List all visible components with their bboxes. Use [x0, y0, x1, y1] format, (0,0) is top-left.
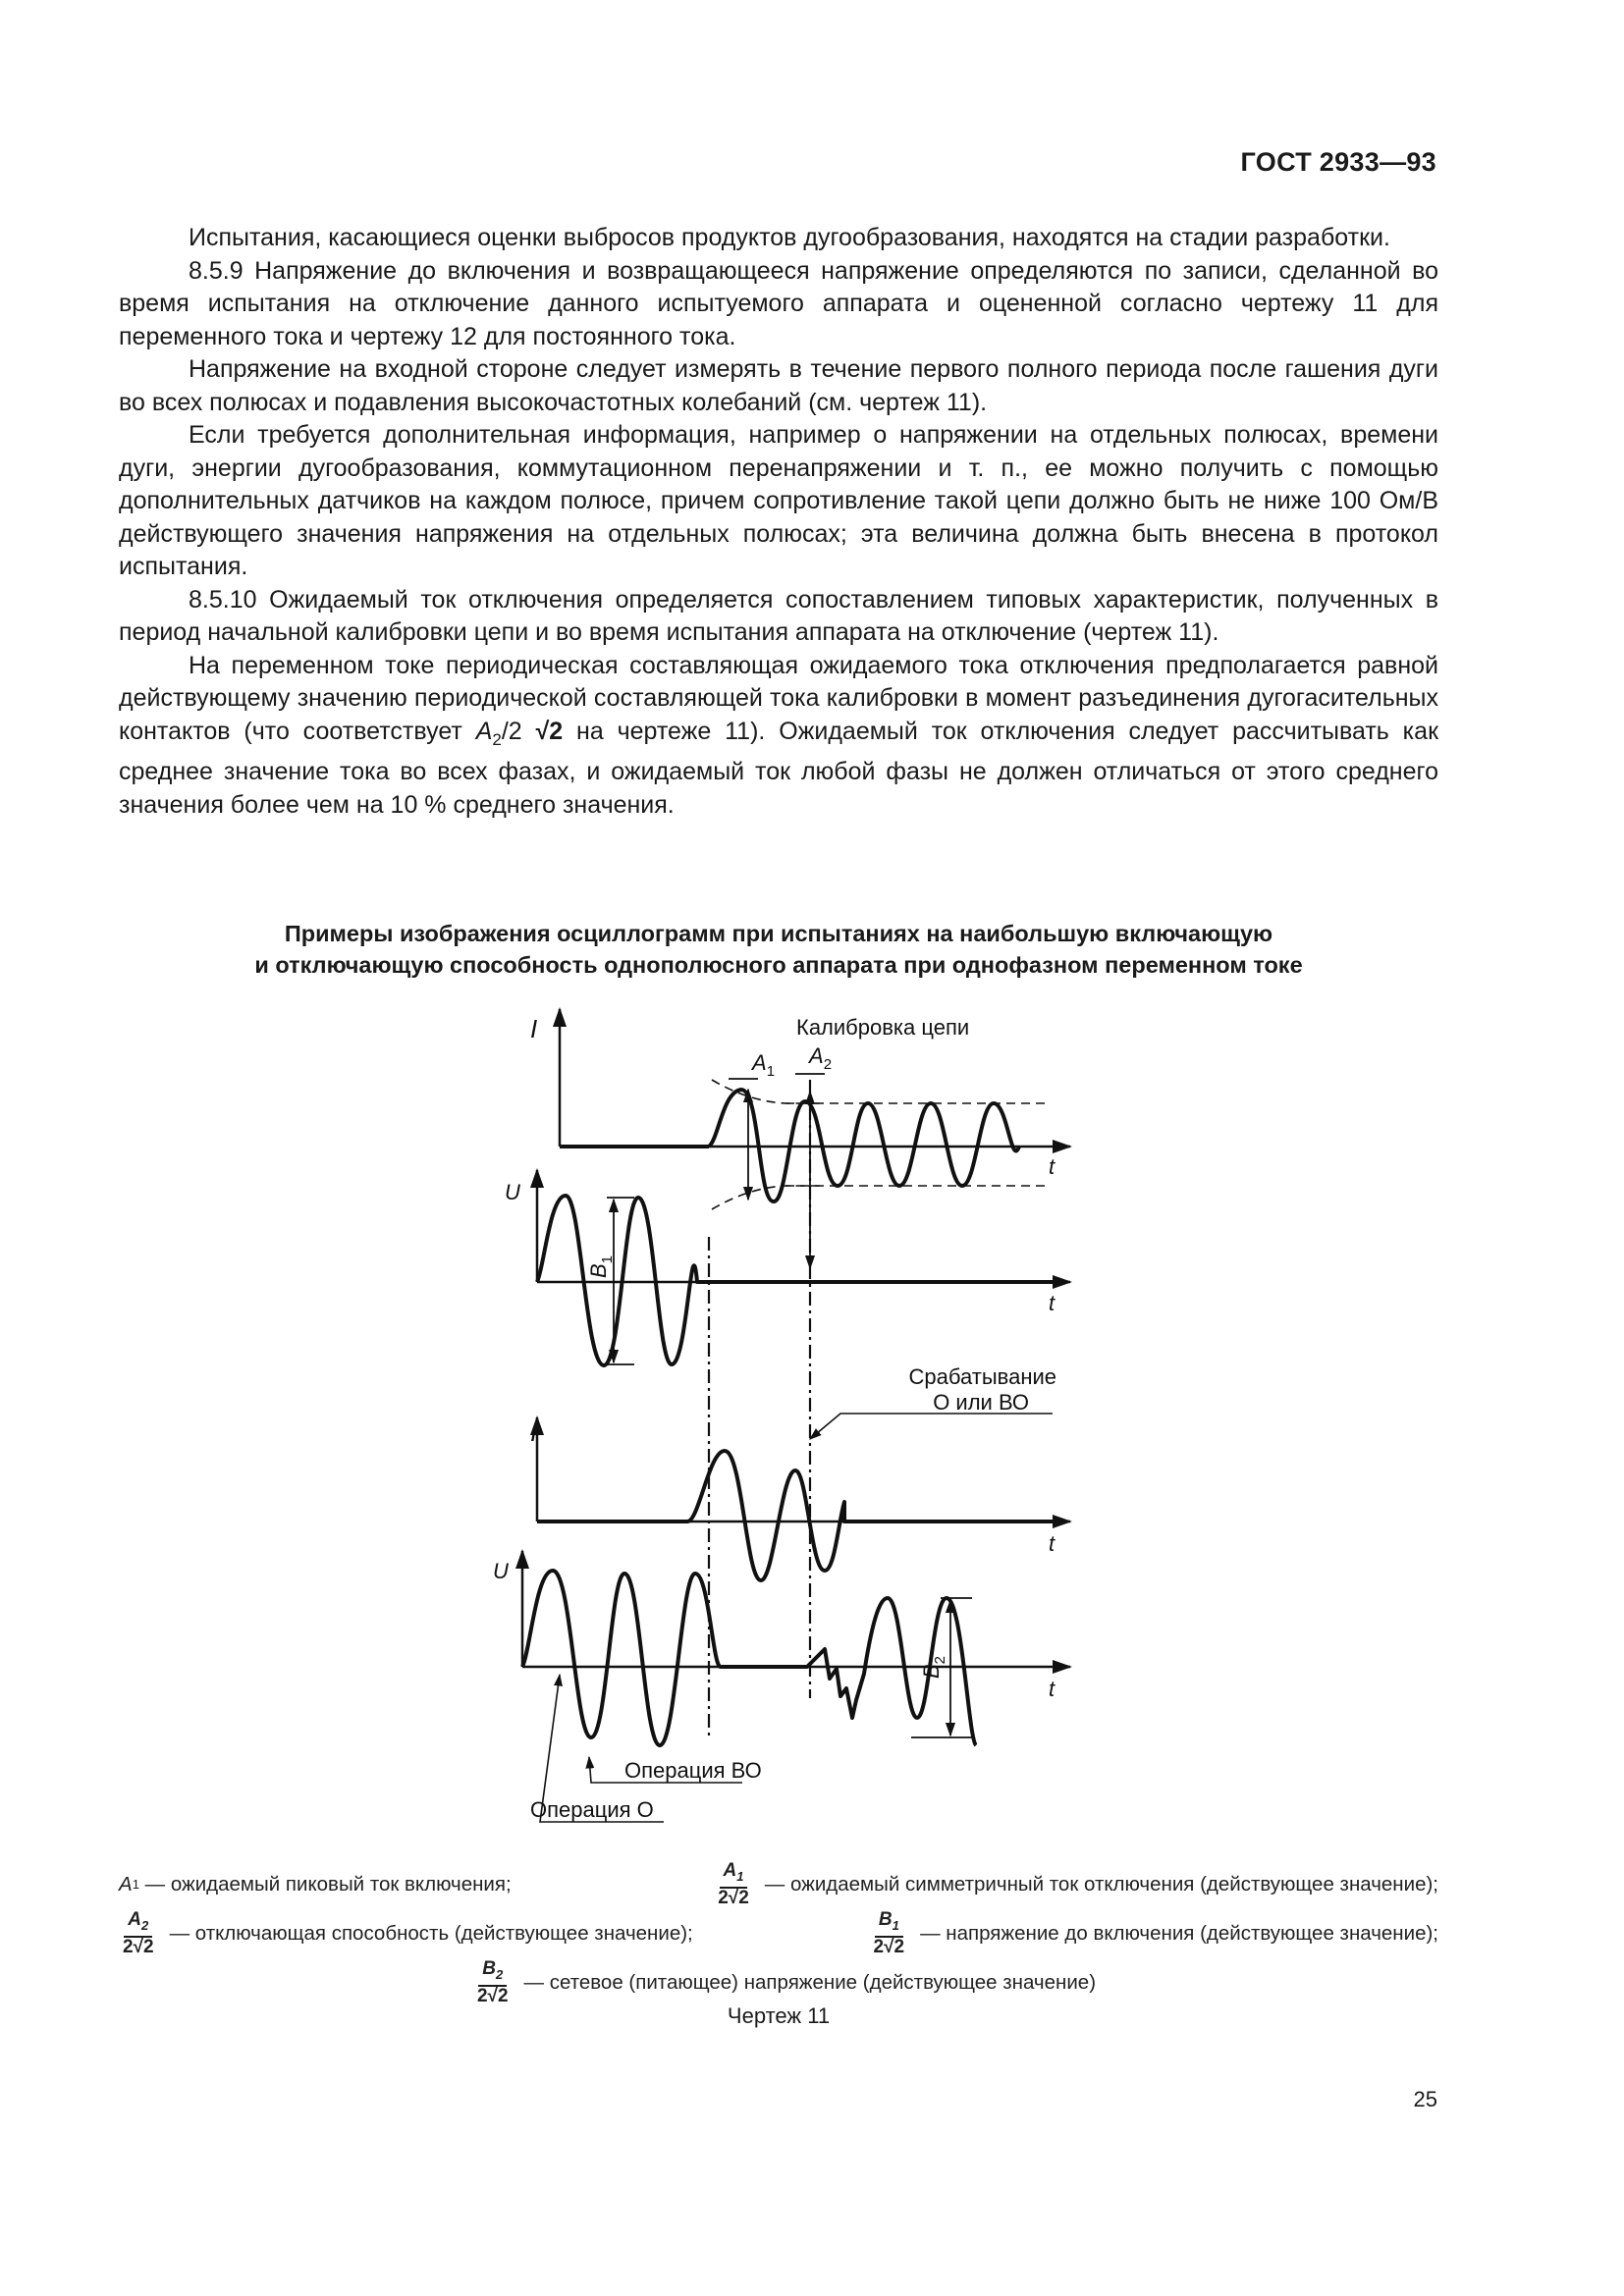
oscillogram-diagram	[491, 991, 1100, 1855]
op-bo-label: Операция ВО	[624, 1758, 762, 1783]
oscillogram-figure	[491, 991, 1100, 1860]
subscript: 2	[932, 1655, 948, 1665]
paragraph-text: На переменном токе периодическая составляющая ожидаемого тока отключения предполагается равной действующему значению периодической составляющей тока калибровки в момент разъединения дугогасительных контактов (что соответствует	[119, 651, 1438, 745]
fraction-a1	[714, 1861, 753, 1908]
symbol-subscript: 2	[492, 729, 502, 749]
calibration-label: Калибровка цепи	[796, 1015, 970, 1040]
paragraph: 8.5.9 Напряжение до включения и возвращающееся напряжение определяются по записи, сделанной во время испытания на отключение данного испытуемого аппарата и оцененной согласно чертежу 11 для переменного тока и чертежу 12 для постоянного тока.	[119, 256, 1438, 350]
figure-legend	[119, 1860, 1438, 2007]
symbol-a: A	[119, 1873, 133, 1896]
fraction-a2	[119, 1910, 158, 1957]
paragraph: Напряжение на входной стороне следует измерять в течение первого полного периода после гашения дуги во всех полюсах и подавления высокочастотных колебаний (см. чертеж 11).	[119, 355, 1438, 416]
document-header: ГОСТ 2933—93	[1240, 147, 1436, 177]
axis-label-u: U	[493, 1559, 509, 1583]
symbol-b: B	[878, 1909, 893, 1931]
symbol-b: B	[586, 1263, 611, 1278]
a2-label	[807, 1043, 832, 1073]
trip-leader	[810, 1414, 1053, 1439]
axis-label-i: I	[530, 1014, 538, 1043]
figure-caption: Чертеж 11	[727, 2003, 831, 2028]
a1-label	[750, 1050, 775, 1080]
legend-text: — ожидаемый симметричный ток отключения (действующее значение);	[764, 1872, 1438, 1896]
axis-label-t: t	[1049, 1677, 1056, 1701]
symbol-a: A	[723, 1860, 737, 1882]
axis-label-i: I	[530, 1417, 538, 1447]
body-text	[119, 222, 1438, 822]
symbol-b: B	[919, 1664, 944, 1679]
paragraph	[119, 650, 1438, 823]
test-voltage-wave	[522, 1571, 976, 1745]
subscript: 2	[823, 1056, 833, 1073]
symbol-a: A	[752, 1050, 767, 1075]
leader-lines	[540, 1414, 1053, 1822]
legend-row	[119, 1860, 1438, 1909]
legend-item-a1	[119, 1871, 512, 1898]
sqrt-symbol: √2	[535, 717, 564, 745]
paragraph: Испытания, касающиеся оценки выбросов продуктов дугообразования, находятся на стадии разработки.	[189, 224, 1390, 251]
fraction-b1	[870, 1910, 909, 1957]
subscript: 2	[141, 1917, 149, 1933]
page-number: 25	[1413, 2087, 1437, 2111]
paragraph: 8.5.10 Ожидаемый ток отключения определяется сопоставлением типовых характеристик, полученных в период начальной калибровки цепи и во время испытания аппарата на отключение (чертеж 11).	[119, 585, 1438, 646]
subscript: 1	[132, 1877, 139, 1892]
axis-label-t: t	[1049, 1291, 1056, 1315]
fraction-denominator: 2√2	[873, 1936, 905, 1957]
subscript: 1	[736, 1868, 744, 1884]
b1-label	[586, 1255, 616, 1278]
legend-text: — сетевое (питающее) напряжение (действующее значение)	[523, 1970, 1097, 1994]
trip-label-line2: О или ВО	[933, 1390, 1029, 1415]
voltage-wave	[537, 1196, 1066, 1365]
dimension-lines	[607, 1074, 972, 1737]
paragraph-text: на чертеже 11). Ожидаемый ток отключения следует рассчитывать как среднее значение тока во всех фазах, и ожидаемый ток любой фазы не должен отличаться от этого среднего значения более чем на 10 % среднего значения.	[119, 717, 1439, 819]
paragraph: Если требуется дополнительная информация, например о напряжении на отдельных полюсах, времени дуги, энергии дугообразования, коммутационном перенапряжении и т. п., ее можно получить с помощью дополнительных датчиков на каждом полюсе, причем сопротивление такой цепи должно быть не ниже 100 Ом/В действующего значения напряжения на отдельных полюсах; эта величина должна быть внесена в протокол испытания.	[119, 421, 1438, 580]
symbol-a: A	[128, 1909, 142, 1931]
legend-item-b1	[858, 1910, 1438, 1957]
symbol-a: A	[475, 717, 493, 745]
axis-label-t: t	[1049, 1154, 1056, 1179]
test-current-wave	[537, 1451, 1066, 1580]
figure-title-line: и отключающую способность однополюсного аппарата при однофазном переменном токе	[254, 952, 1303, 978]
legend-item-b2	[461, 1959, 1096, 2006]
envelope-lines	[712, 1080, 1047, 1209]
legend-text: — напряжение до включения (действующее значение);	[920, 1921, 1438, 1945]
fraction-denominator: 2√2	[123, 1936, 154, 1957]
subscript: 1	[599, 1255, 616, 1264]
legend-text: — ожидаемый пиковый ток включения;	[144, 1873, 512, 1896]
op-o-label: Операция О	[530, 1797, 654, 1822]
figure-title	[119, 918, 1438, 981]
subscript: 2	[496, 1966, 504, 1982]
figure-title-line: Примеры изображения осциллограмм при испытаниях на наибольшую включающую	[284, 921, 1273, 946]
axis-label-t: t	[1049, 1531, 1056, 1556]
trip-label-line1: Срабатывание	[908, 1364, 1056, 1389]
symbol-b: B	[482, 1958, 497, 1980]
waveforms	[522, 1090, 1066, 1745]
legend-item-a1-rms	[702, 1861, 1438, 1908]
switching-instant-lines	[709, 1080, 810, 1737]
axis-label-u: U	[505, 1180, 520, 1204]
paragraph-text: /2	[501, 717, 536, 745]
legend-row	[119, 1909, 1438, 1958]
fraction-b2	[473, 1959, 513, 2006]
symbol-a: A	[809, 1043, 824, 1068]
fraction-denominator: 2√2	[476, 1985, 509, 2006]
fraction-denominator: 2√2	[718, 1887, 749, 1908]
legend-row	[119, 1958, 1438, 2007]
legend-item-a2	[119, 1910, 693, 1957]
subscript: 1	[892, 1917, 899, 1933]
legend-text: — отключающая способность (действующее значение);	[169, 1921, 693, 1945]
subscript: 1	[766, 1063, 776, 1080]
